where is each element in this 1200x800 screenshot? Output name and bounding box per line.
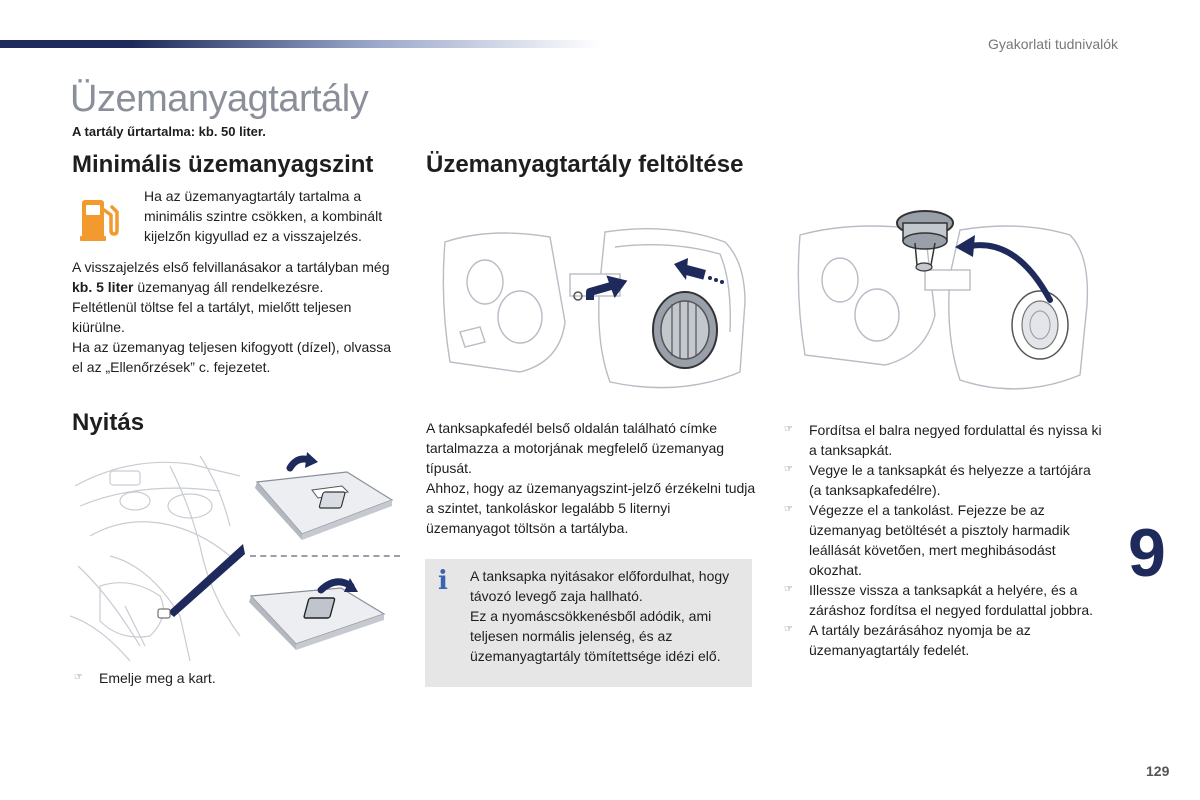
list-item: ☞ Vegye le a tanksapkát és helyezze a tartójára (a tanksapkafedélre). xyxy=(784,462,1091,498)
minimum-level-icon-text: Ha az üzemanyagtartály tartalma a minimális szintre csökken, a kombinált kijelzőn kigyullad ez a visszajelzés. xyxy=(144,188,383,244)
lever-detail-top-illustration xyxy=(252,452,394,540)
pointing-hand-icon: ☞ xyxy=(784,424,793,435)
minimum-level-body xyxy=(72,257,402,377)
list-item: ☞ Emelje meg a kart. xyxy=(74,670,216,686)
lever-location-illustration xyxy=(70,446,245,664)
page-number: 129 xyxy=(1146,763,1170,779)
page-title: Üzemanyagtartály xyxy=(70,78,369,120)
info-box-line1: A tanksapka nyitásakor előfordulhat, hogy távozó levegő zaja hallható. xyxy=(470,568,730,604)
opening-steps xyxy=(72,668,392,688)
filling-steps xyxy=(782,420,1102,660)
info-icon: i xyxy=(438,566,448,596)
info-box-line2: Ez a nyomáscsökkenésből adódik, ami teljesen normális jelenség, és az üzemanyagtartály tömítettsége idézi elő. xyxy=(470,608,721,664)
pointing-hand-icon: ☞ xyxy=(784,584,793,595)
minimum-level-para2: Feltétlenül töltse fel a tartályt, mielőtt teljesen kiürülne. xyxy=(72,299,352,335)
info-box-text xyxy=(470,566,750,666)
fuel-flap-open-illustration xyxy=(440,222,770,402)
filling-body xyxy=(426,418,756,538)
fuel-pump-icon xyxy=(78,196,122,244)
header-decorative-bar xyxy=(0,40,600,48)
lever-detail-bottom-illustration xyxy=(246,572,388,652)
filling-para2: Ahhoz, hogy az üzemanyagszint-jelző érzékelni tudja a szintet, tankoláskor legalább 5 liternyi üzemanyagot töltsön a tartályba. xyxy=(426,480,756,536)
pointing-hand-icon: ☞ xyxy=(784,624,793,635)
minimum-level-para1: A visszajelzés első felvillanásakor a tartályban még kb. 5 liter üzemanyag áll rendelkezésre. xyxy=(72,259,390,295)
filling-para1: A tanksapkafedél belső oldalán található címke tartalmazza a motorjának megfelelő üzemanyag típusát. xyxy=(426,420,725,476)
pointing-hand-icon: ☞ xyxy=(784,504,793,515)
opening-heading: Nyitás xyxy=(72,409,145,436)
filling-heading: Üzemanyagtartály feltöltése xyxy=(426,151,744,178)
list-item: ☞ Végezze el a tankolást. Fejezze be az üzemanyag betöltését a pisztoly harmadik leállását követően, mert meghibásodást okozhat. xyxy=(784,502,1070,578)
list-item: ☞ A tartály bezárásához nyomja be az üzemanyagtartály fedelét. xyxy=(784,622,1031,658)
section-label: Gyakorlati tudnivalók xyxy=(988,36,1118,52)
fuel-cap-removed-illustration xyxy=(795,195,1095,405)
capacity-note: A tartály űrtartalma: kb. 50 liter. xyxy=(72,124,266,139)
pointing-hand-icon: ☞ xyxy=(74,672,83,683)
list-item: ☞ Illessze vissza a tanksapkát a helyére, és a záráshoz fordítsa el negyed fordulattal jobbra. xyxy=(784,582,1094,618)
minimum-level-para3: Ha az üzemanyag teljesen kifogyott (dízel), olvassa el az „Ellenőrzések” c. fejezetet. xyxy=(72,339,392,375)
minimum-level-heading: Minimális üzemanyagszint xyxy=(72,151,374,178)
pointing-hand-icon: ☞ xyxy=(784,464,793,475)
list-item: ☞ Fordítsa el balra negyed fordulattal és nyissa ki a tanksapkát. xyxy=(784,422,1102,458)
illustration-divider xyxy=(250,555,400,557)
chapter-number: 9 xyxy=(1128,515,1166,591)
